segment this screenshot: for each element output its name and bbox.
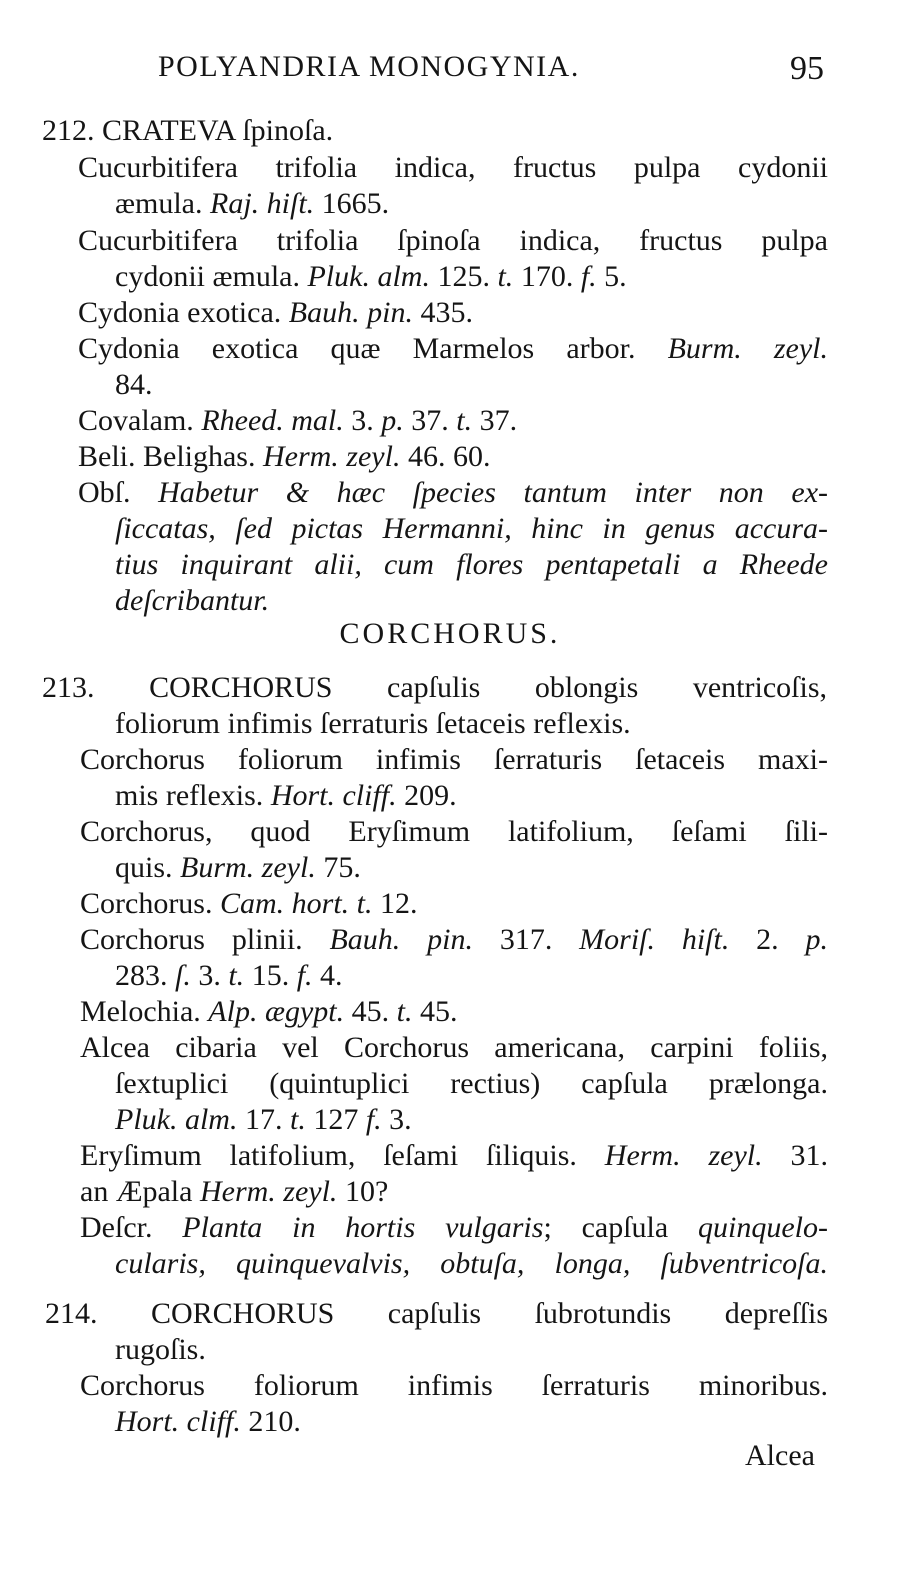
roman-text: 1665.: [314, 187, 390, 220]
text-line: [80, 1174, 500, 1210]
text-line: [115, 1332, 315, 1368]
italic-text: tius inquirant alii, cum flores pentapetali a Rheede: [115, 548, 828, 581]
italic-text: t.: [228, 959, 245, 992]
text-line: [78, 223, 828, 259]
text-line: [80, 886, 500, 922]
italic-text: Pluk. alm.: [115, 1103, 238, 1136]
text-line: [115, 259, 735, 295]
roman-text: 212. CRATEVA ſpinoſa.: [42, 114, 334, 147]
text-line: [115, 186, 475, 222]
roman-text: Cydonia exotica quæ Marmelos arbor.: [78, 332, 668, 365]
roman-text: an Æpala: [80, 1175, 200, 1208]
italic-text: t.: [289, 1103, 306, 1136]
italic-text: Hort. cliff.: [115, 1405, 241, 1438]
italic-text: ſ.: [175, 959, 191, 992]
roman-text: 210.: [240, 1405, 301, 1438]
italic-text: deſcribantur.: [115, 584, 270, 617]
text-line: [80, 1368, 828, 1404]
section-heading: CORCHORUS.: [339, 617, 561, 650]
italic-text: Herm. zeyl.: [604, 1139, 763, 1172]
roman-text: 283.: [115, 959, 175, 992]
roman-text: 84.: [115, 368, 153, 401]
italic-text: f.: [365, 1103, 382, 1136]
species-entry-line: [42, 113, 442, 149]
italic-text: p.: [805, 923, 828, 956]
roman-text: 10?: [337, 1175, 389, 1208]
italic-text: Bauh. pin.: [288, 296, 413, 329]
roman-text: Cydonia exotica.: [78, 296, 289, 329]
text-line: [80, 994, 560, 1030]
running-title: POLYANDRIA MONOGYNIA.: [158, 50, 580, 83]
italic-text: f.: [296, 959, 313, 992]
roman-text: Obſ.: [78, 476, 159, 509]
italic-text: t.: [497, 260, 514, 293]
italic-text: quinquelo-: [698, 1211, 829, 1244]
italic-text: Herm. zeyl.: [262, 440, 401, 473]
italic-text: Cam. hort. t.: [219, 887, 373, 920]
roman-text: 12.: [372, 887, 418, 920]
roman-text: 3.: [190, 959, 229, 992]
italic-text: ſiccatas, ſed pictas Hermanni, hinc in genus accura-: [115, 512, 828, 545]
roman-text: Deſcr.: [80, 1211, 183, 1244]
text-line: [80, 814, 828, 850]
text-line: [115, 583, 415, 619]
text-line: [80, 742, 828, 778]
text-line: [115, 1246, 828, 1282]
roman-text: 45.: [344, 995, 397, 1028]
roman-text: ſextuplici (quintuplici rectius) capſula prælonga.: [115, 1067, 828, 1100]
text-line: [78, 403, 598, 439]
roman-text: Corchorus plinii.: [80, 923, 330, 956]
text-line: [115, 511, 828, 547]
roman-text: 31.: [762, 1139, 828, 1172]
italic-text: Rheed. mal.: [201, 404, 344, 437]
text-line: [115, 1102, 475, 1138]
italic-text: t.: [456, 404, 473, 437]
roman-text: Melochia.: [80, 995, 209, 1028]
roman-text: 209.: [396, 779, 457, 812]
text-line: [80, 1030, 828, 1066]
roman-text: 125.: [429, 260, 498, 293]
roman-text: 170.: [513, 260, 581, 293]
text-line: [115, 1066, 828, 1102]
roman-text: 45.: [412, 995, 458, 1028]
italic-text: Hort. cliff.: [270, 779, 397, 812]
italic-text: Bauh. pin.: [329, 923, 473, 956]
italic-text: Raj. hiſt.: [210, 187, 315, 220]
roman-text: 5.: [596, 260, 627, 293]
roman-text: Beli. Belighas.: [78, 440, 263, 473]
italic-text: Alp. ægypt.: [208, 995, 345, 1028]
roman-text: Corchorus, quod Eryſimum latifolium, ſeſami ſili-: [80, 815, 828, 848]
italic-text: p.: [381, 404, 404, 437]
italic-text: Burm. zeyl.: [180, 851, 316, 884]
roman-text: 213. CORCHORUS capſulis oblongis ventricoſis,: [42, 671, 827, 704]
text-line: [115, 850, 415, 886]
text-line: [80, 922, 828, 958]
roman-text: Corchorus foliorum infimis ſerraturis minoribus.: [80, 1369, 828, 1402]
roman-text: 17.: [237, 1103, 290, 1136]
roman-text: 37.: [472, 404, 518, 437]
roman-text: Eryſimum latifolium, ſeſami ſiliquis.: [80, 1139, 605, 1172]
text-line: [115, 958, 375, 994]
roman-text: mis reflexis.: [115, 779, 271, 812]
roman-text: 3.: [343, 404, 382, 437]
roman-text: 46. 60.: [400, 440, 491, 473]
text-line: [115, 778, 545, 814]
roman-text: foliorum infimis ſerraturis ſetaceis reflexis.: [115, 707, 631, 740]
roman-text: Cucurbitifera trifolia ſpinoſa indica, fructus pulpa: [78, 224, 828, 257]
roman-text: 4.: [312, 959, 343, 992]
text-line: [80, 1210, 828, 1246]
text-line: [80, 1138, 828, 1174]
roman-text: rugoſis.: [115, 1333, 206, 1366]
roman-text: Corchorus foliorum infimis ſerraturis ſetaceis maxi-: [80, 743, 828, 776]
roman-text: 435.: [412, 296, 473, 329]
text-line: [78, 150, 828, 186]
text-line: [78, 295, 578, 331]
roman-text: 127: [305, 1103, 366, 1136]
text-line: [78, 331, 828, 367]
roman-text: æmula.: [115, 187, 210, 220]
text-line: [115, 547, 828, 583]
italic-text: Planta in hortis vulgaris: [182, 1211, 544, 1244]
roman-text: Corchorus.: [80, 887, 220, 920]
roman-text: 317.: [472, 923, 580, 956]
roman-text: Cucurbitifera trifolia indica, fructus pulpa cydonii: [78, 151, 828, 184]
roman-text: 3.: [381, 1103, 412, 1136]
text-line: [115, 706, 715, 742]
species-entry-line: [45, 1296, 828, 1332]
italic-text: Habetur & hæc ſpecies tantum inter non ex-: [158, 476, 829, 509]
roman-text: Alcea cibaria vel Corchorus americana, carpini foliis,: [80, 1031, 828, 1064]
roman-text: Alcea: [745, 1439, 815, 1472]
text-line: [115, 367, 195, 403]
text-line: [78, 475, 828, 511]
roman-text: 37.: [403, 404, 457, 437]
roman-text: 2.: [729, 923, 806, 956]
roman-text: Covalam.: [78, 404, 202, 437]
italic-text: Herm. zeyl.: [199, 1175, 338, 1208]
catchword: [745, 1438, 835, 1474]
italic-text: cularis, quinquevalvis, obtuſa, longa, ſubventricoſa.: [115, 1247, 828, 1280]
species-entry-line: [42, 670, 827, 706]
italic-text: Burm. zeyl.: [667, 332, 828, 365]
italic-text: f.: [580, 260, 597, 293]
roman-text: quis.: [115, 851, 181, 884]
italic-text: t.: [396, 995, 413, 1028]
roman-text: cydonii æmula.: [115, 260, 308, 293]
text-line: [78, 439, 618, 475]
italic-text: Pluk. alm.: [307, 260, 430, 293]
roman-text: 15.: [244, 959, 297, 992]
roman-text: ; capſula: [543, 1211, 699, 1244]
page-number: 95: [790, 50, 824, 87]
italic-text: Moriſ. hiſt.: [579, 923, 730, 956]
roman-text: 75.: [315, 851, 361, 884]
roman-text: 214. CORCHORUS capſulis ſubrotundis depreſſis: [45, 1297, 828, 1330]
text-line: [115, 1404, 365, 1440]
